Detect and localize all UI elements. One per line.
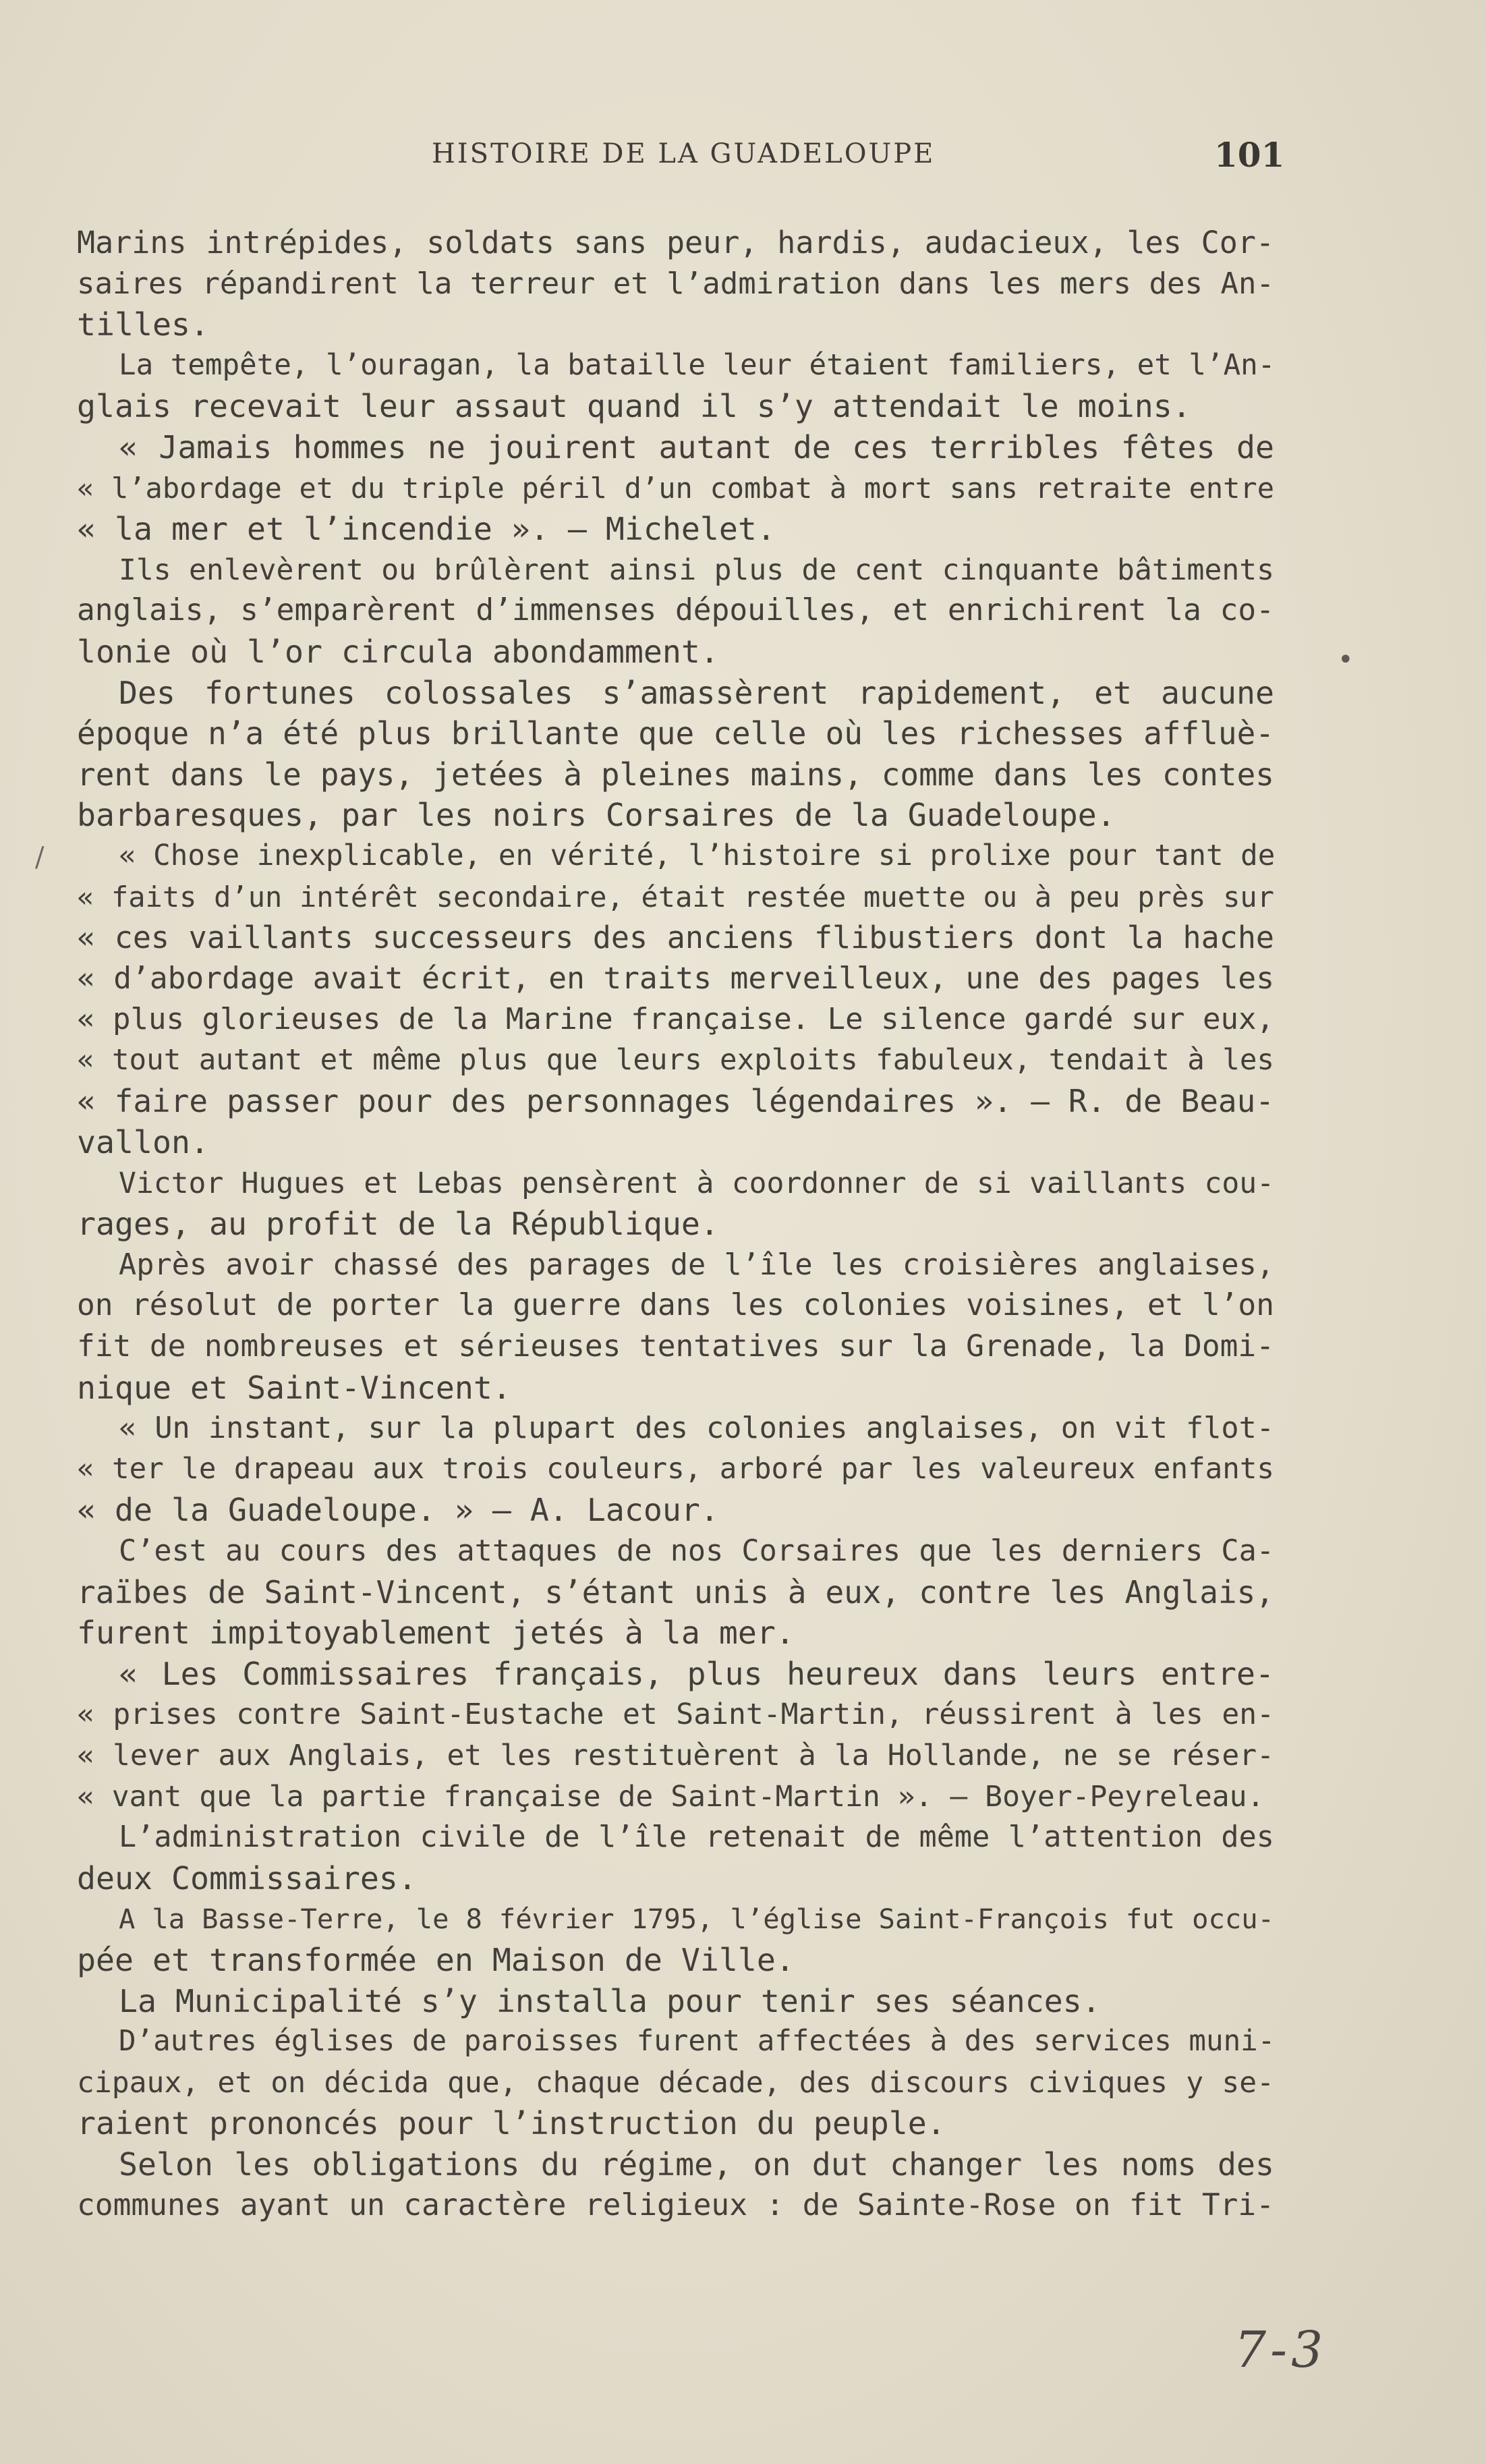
text-line: rent dans le pays, jetées à pleines mains, comme dans les contes <box>77 756 1274 793</box>
text-line: « la mer et l’incendie ». — Michelet. <box>77 511 776 548</box>
text-line: « faire passer pour des personnages légendaires ». — R. de Beau- <box>77 1083 1274 1120</box>
text-line: « vant que la partie française de Saint-Martin ». — Boyer-Peyreleau. <box>77 1779 1265 1814</box>
text-line: C’est au cours des attaques de nos Corsaires que les derniers Ca- <box>119 1534 1274 1568</box>
text-line: « Chose inexplicable, en vérité, l’histoire si prolixe pour tant de <box>119 839 1276 872</box>
text-line: saires répandirent la terreur et l’admiration dans les mers des An- <box>77 266 1274 301</box>
text-line: deux Commissaires. <box>77 1859 417 1897</box>
text-line: « faits d’un intérêt secondaire, était restée muette ou à peu près sur <box>77 880 1274 914</box>
text-line: Victor Hugues et Lebas pensèrent à coordonner de si vaillants cou- <box>119 1166 1274 1200</box>
text-line: Des fortunes colossales s’amassèrent rapidement, et aucune <box>119 674 1274 711</box>
text-line: L’administration civile de l’île retenait de même l’attention des <box>119 1820 1274 1855</box>
text-line: D’autres églises de paroisses furent affectées à des services muni- <box>119 2025 1276 2059</box>
text-line: communes ayant un caractère religieux : de Sainte-Rose on fit Tri- <box>77 2187 1274 2222</box>
margin-dot-mark: • <box>1338 644 1354 675</box>
text-line: lonie où l’or circula abondamment. <box>77 633 719 670</box>
handwritten-page-mark: 7-3 <box>1234 2321 1327 2379</box>
text-line: Selon les obligations du régime, on dut changer les noms des <box>119 2146 1274 2183</box>
text-line: « Un instant, sur la plupart des colonies anglaises, on vit flot- <box>119 1411 1274 1446</box>
text-line: A la Basse-Terre, le 8 février 1795, l’église Saint-François fut occu- <box>119 1903 1274 1936</box>
text-line: fit de nombreuses et sérieuses tentatives sur la Grenade, la Domi- <box>77 1329 1274 1364</box>
text-line: « prises contre Saint-Eustache et Saint-Martin, réussirent à les en- <box>77 1698 1274 1732</box>
text-line: « lever aux Anglais, et les restituèrent à la Hollande, ne se réser- <box>77 1738 1274 1772</box>
text-line: tilles. <box>77 306 209 343</box>
text-line: raient prononcés pour l’instruction du peuple. <box>77 2105 946 2142</box>
text-line: « plus glorieuses de la Marine française. Le silence gardé sur eux, <box>77 1002 1274 1037</box>
text-line: glais recevait leur assaut quand il s’y attendait le moins. <box>77 388 1191 425</box>
margin-pencil-mark: / <box>35 842 45 873</box>
text-line: Marins intrépides, soldats sans peur, hardis, audacieux, les Cor- <box>77 225 1274 260</box>
text-line: époque n’a été plus brillante que celle où les richesses affluè- <box>77 715 1274 752</box>
text-line: barbaresques, par les noirs Corsaires de la Guadeloupe. <box>77 797 1116 834</box>
text-line: Après avoir chassé des parages de l’île les croisières anglaises, <box>119 1248 1274 1282</box>
text-line: « Jamais hommes ne jouirent autant de ces terribles fêtes de <box>119 428 1274 466</box>
text-line: « de la Guadeloupe. » — A. Lacour. <box>77 1492 719 1529</box>
text-line: raïbes de Saint-Vincent, s’étant unis à eux, contre les Anglais, <box>77 1573 1274 1611</box>
text-line: « l’abordage et du triple péril d’un combat à mort sans retraite entre <box>77 471 1274 505</box>
text-line: cipaux, et on décida que, chaque décade, des discours civiques y se- <box>77 2065 1274 2100</box>
running-title: HISTOIRE DE LA GUADELOUPE <box>432 138 936 169</box>
text-line: « tout autant et même plus que leurs exploits fabuleux, tendait à les <box>77 1043 1274 1077</box>
text-line: furent impitoyablement jetés à la mer. <box>77 1615 795 1652</box>
text-line: vallon. <box>77 1124 209 1161</box>
text-line: « Les Commissaires français, plus heureux dans leurs entre- <box>119 1655 1274 1692</box>
text-line: « d’abordage avait écrit, en traits merveilleux, une des pages les <box>77 961 1274 996</box>
text-line: « ces vaillants successeurs des anciens flibustiers dont la hache <box>77 920 1274 956</box>
body-text <box>77 223 1274 2226</box>
text-line: Ils enlevèrent ou brûlèrent ainsi plus de cent cinquante bâtiments <box>119 553 1274 587</box>
page-number: 101 <box>1214 135 1285 175</box>
text-line: on résolut de porter la guerre dans les colonies voisines, et l’on <box>77 1288 1274 1323</box>
text-line: anglais, s’emparèrent d’immenses dépouilles, et enrichirent la co- <box>77 593 1274 628</box>
text-line: La Municipalité s’y installa pour tenir ses séances. <box>119 1982 1101 2019</box>
text-line: pée et transformée en Maison de Ville. <box>77 1941 795 1978</box>
text-line: « ter le drapeau aux trois couleurs, arboré par les valeureux enfants <box>77 1452 1274 1486</box>
text-line: nique et Saint-Vincent. <box>77 1369 511 1406</box>
text-line: rages, au profit de la République. <box>77 1206 719 1243</box>
text-line: La tempête, l’ouragan, la bataille leur étaient familiers, et l’An- <box>119 348 1276 382</box>
